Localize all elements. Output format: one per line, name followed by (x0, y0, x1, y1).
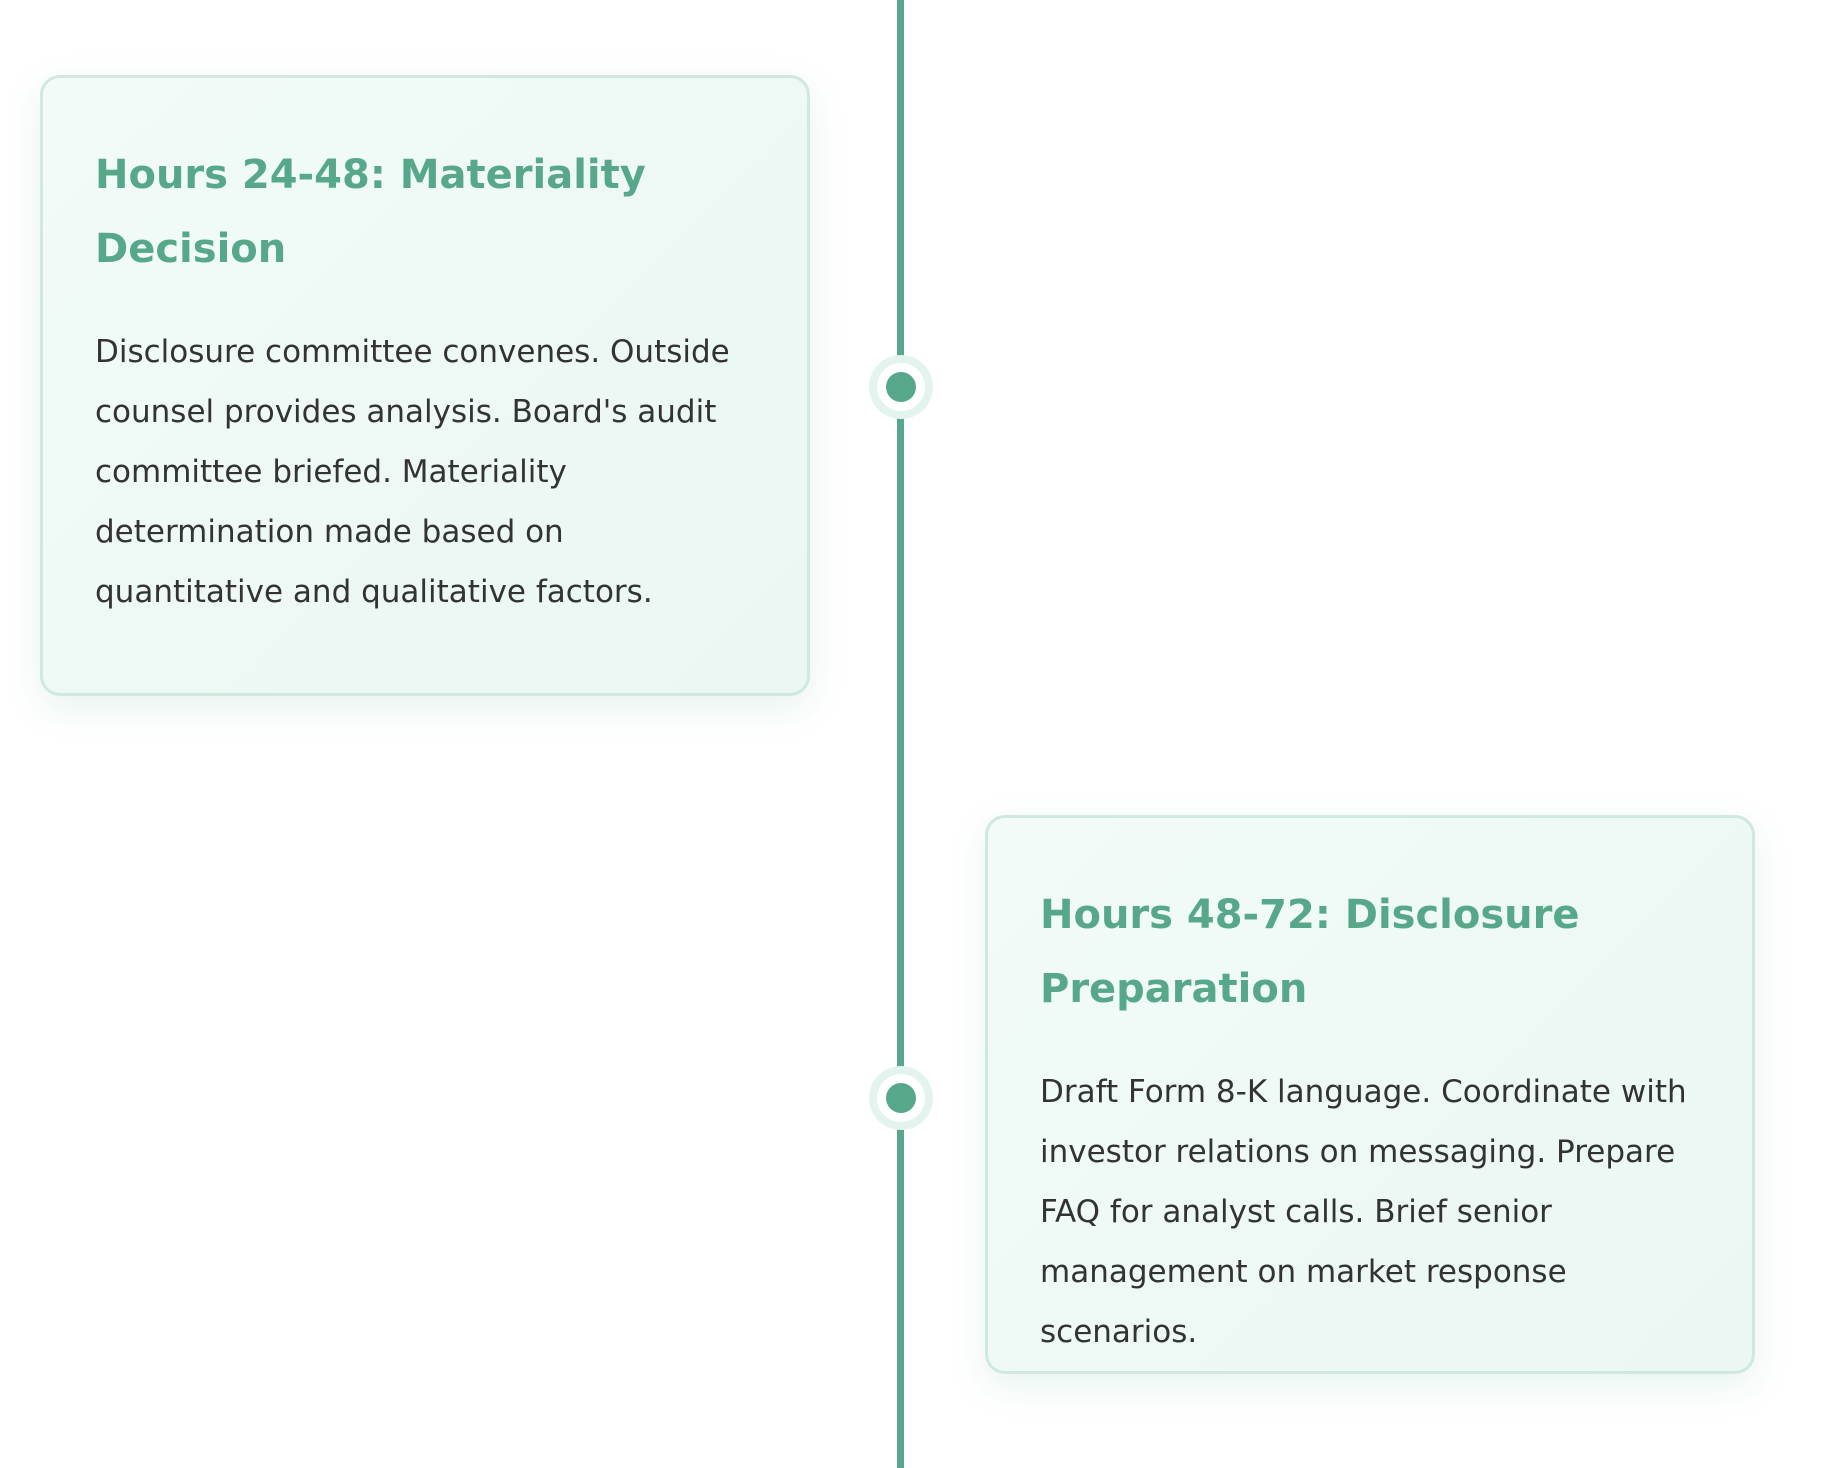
event-card-materiality-decision (40, 75, 810, 696)
timeline-node-dot (886, 372, 916, 402)
timeline-node-1 (869, 355, 933, 419)
timeline-node-ring (877, 1074, 925, 1122)
event-card-disclosure-preparation (985, 815, 1755, 1374)
timeline-node-ring (877, 363, 925, 411)
timeline-line (897, 0, 904, 1468)
event-description: Draft Form 8-K language. Coordinate with investor relations on messaging. Prepare FAQ for analyst calls. Brief senior management on market response scenarios. (1040, 1074, 1687, 1350)
timeline-node-2 (869, 1066, 933, 1130)
event-title: Hours 24-48: Materiality Decision (95, 152, 646, 272)
event-description: Disclosure committee convenes. Outside counsel provides analysis. Board's audit committee briefed. Materiality determination made based on quantitative and qualitative factors. (95, 334, 730, 610)
timeline-node-dot (886, 1083, 916, 1113)
event-title: Hours 48-72: Disclosure Preparation (1040, 892, 1580, 1012)
